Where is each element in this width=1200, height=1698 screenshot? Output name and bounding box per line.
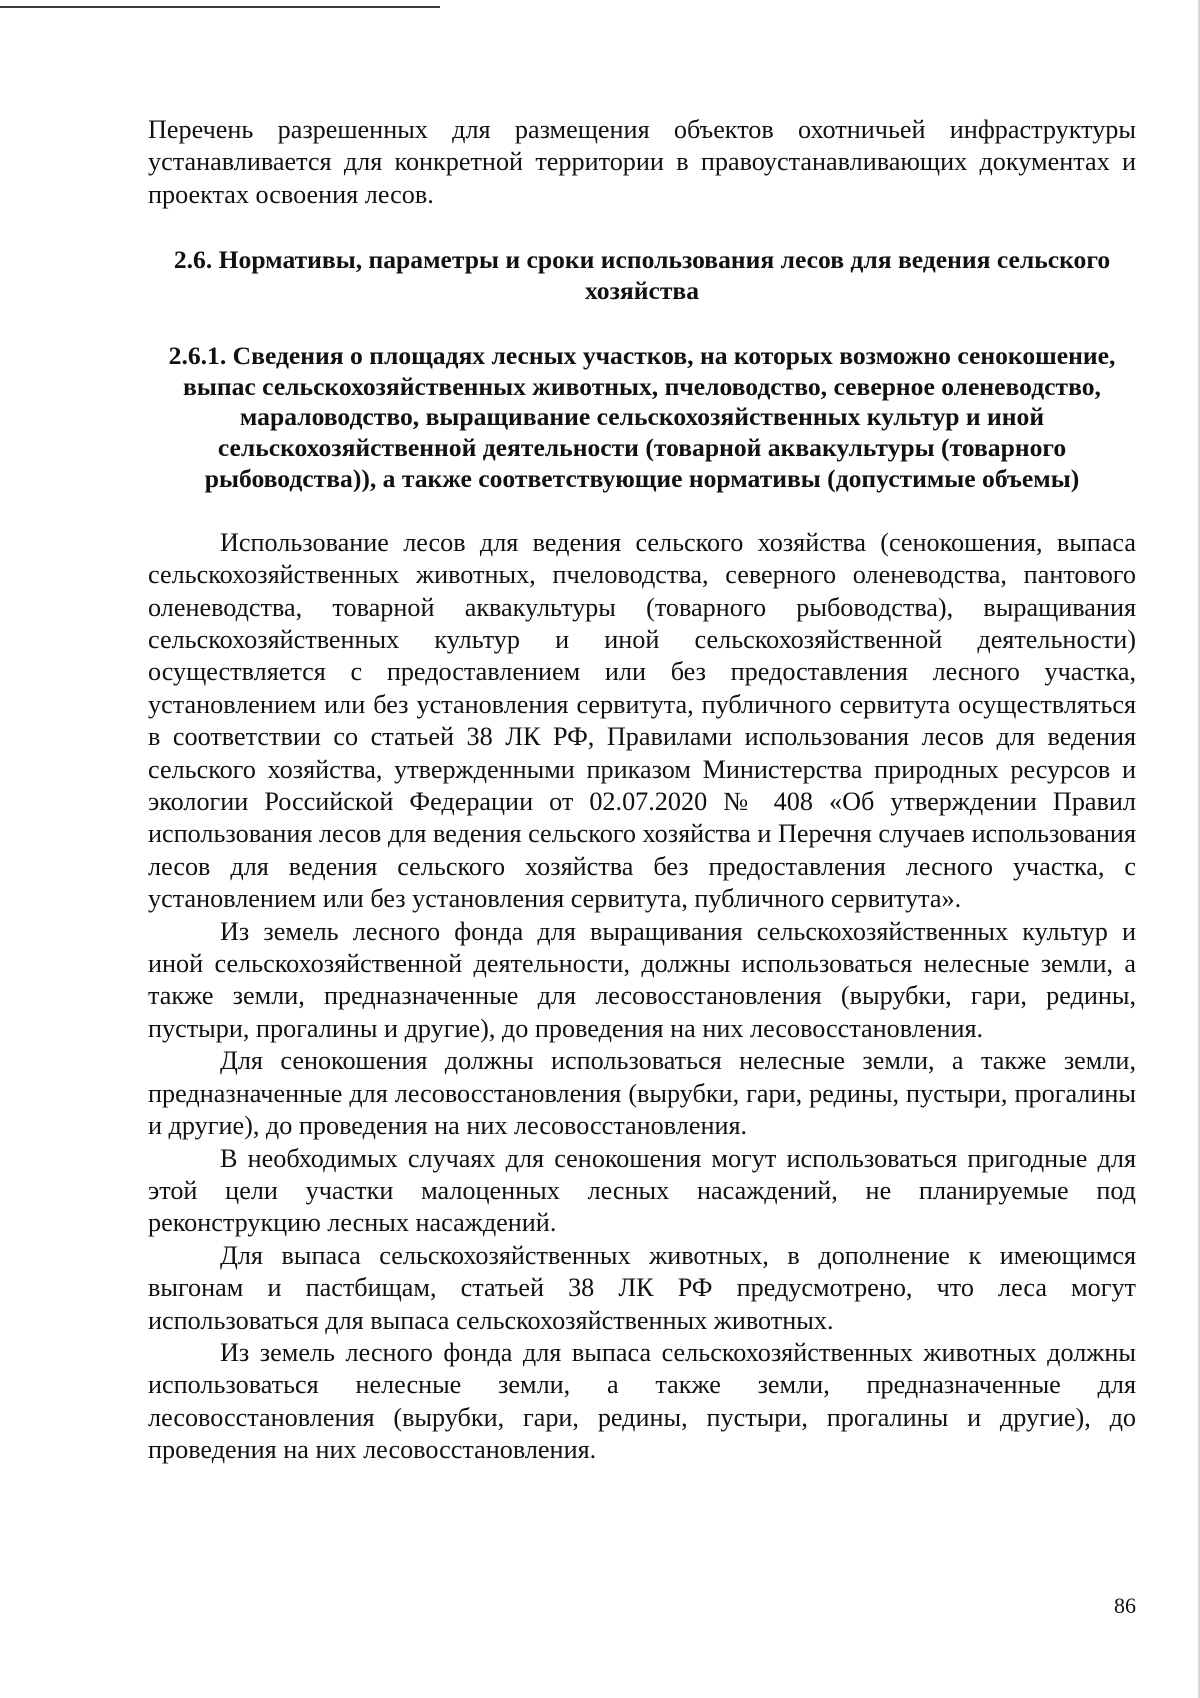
body-paragraph-3: Для сенокошения должны использоваться нелесные земли, а также земли, предназначенные для лесовосстановления (вырубки, гари, редины, пустыри, прогалины и другие), до проведения на них лесовосстановления. — [148, 1046, 1136, 1141]
page-content — [148, 114, 1136, 1467]
body-text — [148, 527, 1136, 1467]
body-paragraph-1: Использование лесов для ведения сельского хозяйства (сенокошения, выпаса сельскохозяйственных животных, пчеловодства, северного оленеводства, пантового оленеводства, товарной аквакультуры (товарного рыбоводства), выращивания сельскохозяйственных культур и иной сельскохозяйственной деятельности) осуществляется с предоставлением или без предоставления лесного участка, установлением или без установления сервитута, публичного сервитута осуществляться в соответствии со статьей 38 ЛК РФ, Правилами использования лесов для ведения сельского хозяйства, утвержденными приказом Министерства природных ресурсов и экологии Российской Федерации от 02.07.2020 № 408 «Об утверждении Правил использования лесов для ведения сельского хозяйства и Перечня случаев использования лесов для ведения сельского хозяйства без предоставления лесного участка, с установлением или без установления сервитута, публичного сервитута». — [148, 527, 1136, 914]
body-paragraph-2: Из земель лесного фонда для выращивания сельскохозяйственных культур и иной сельскохозяйственной деятельности, должны использоваться нелесные земли, а также земли, предназначенные для лесовосстановления (вырубки, гари, редины, пустыри, прогалины и другие), до проведения на них лесовосстановления. — [148, 916, 1136, 1043]
page-number: 86 — [1114, 1593, 1136, 1618]
section-title: 2.6. Нормативы, параметры и сроки использования лесов для ведения сельского хозяйства — [173, 245, 1111, 306]
intro-paragraph: Перечень разрешенных для размещения объектов охотничьей инфраструктуры устанавливается для конкретной территории в правоустанавливающих документах и проектах освоения лесов. — [148, 115, 1136, 209]
body-paragraph-5: Для выпаса сельскохозяйственных животных, в дополнение к имеющимся выгонам и пастбищам, статьей 38 ЛК РФ предусмотрено, что леса могут использоваться для выпаса сельскохозяйственных животных. — [148, 1240, 1136, 1335]
body-paragraph-4: В необходимых случаях для сенокошения могут использоваться пригодные для этой цели участки малоценных лесных насаждений, не планируемые под реконструкцию лесных насаждений. — [148, 1143, 1136, 1238]
body-paragraph-6: Из земель лесного фонда для выпаса сельскохозяйственных животных должны использоваться нелесные земли, а также земли, предназначенные для лесовосстановления (вырубки, гари, редины, пустыри, прогалины и другие), до проведения на них лесовосстановления. — [148, 1337, 1136, 1465]
subsection-title: 2.6.1. Сведения о площадях лесных участков, на которых возможно сенокошение, выпас сельскохозяйственных животных, пчеловодство, северное оленеводство, мараловодство, выращивание сельскохозяйственных культур и иной сельскохозяйственной деятельности (товарной аквакультуры (товарного рыбоводства)), а также соответствующие нормативы (допустимые объемы) — [168, 340, 1116, 493]
scan-edge-line — [0, 6, 440, 8]
